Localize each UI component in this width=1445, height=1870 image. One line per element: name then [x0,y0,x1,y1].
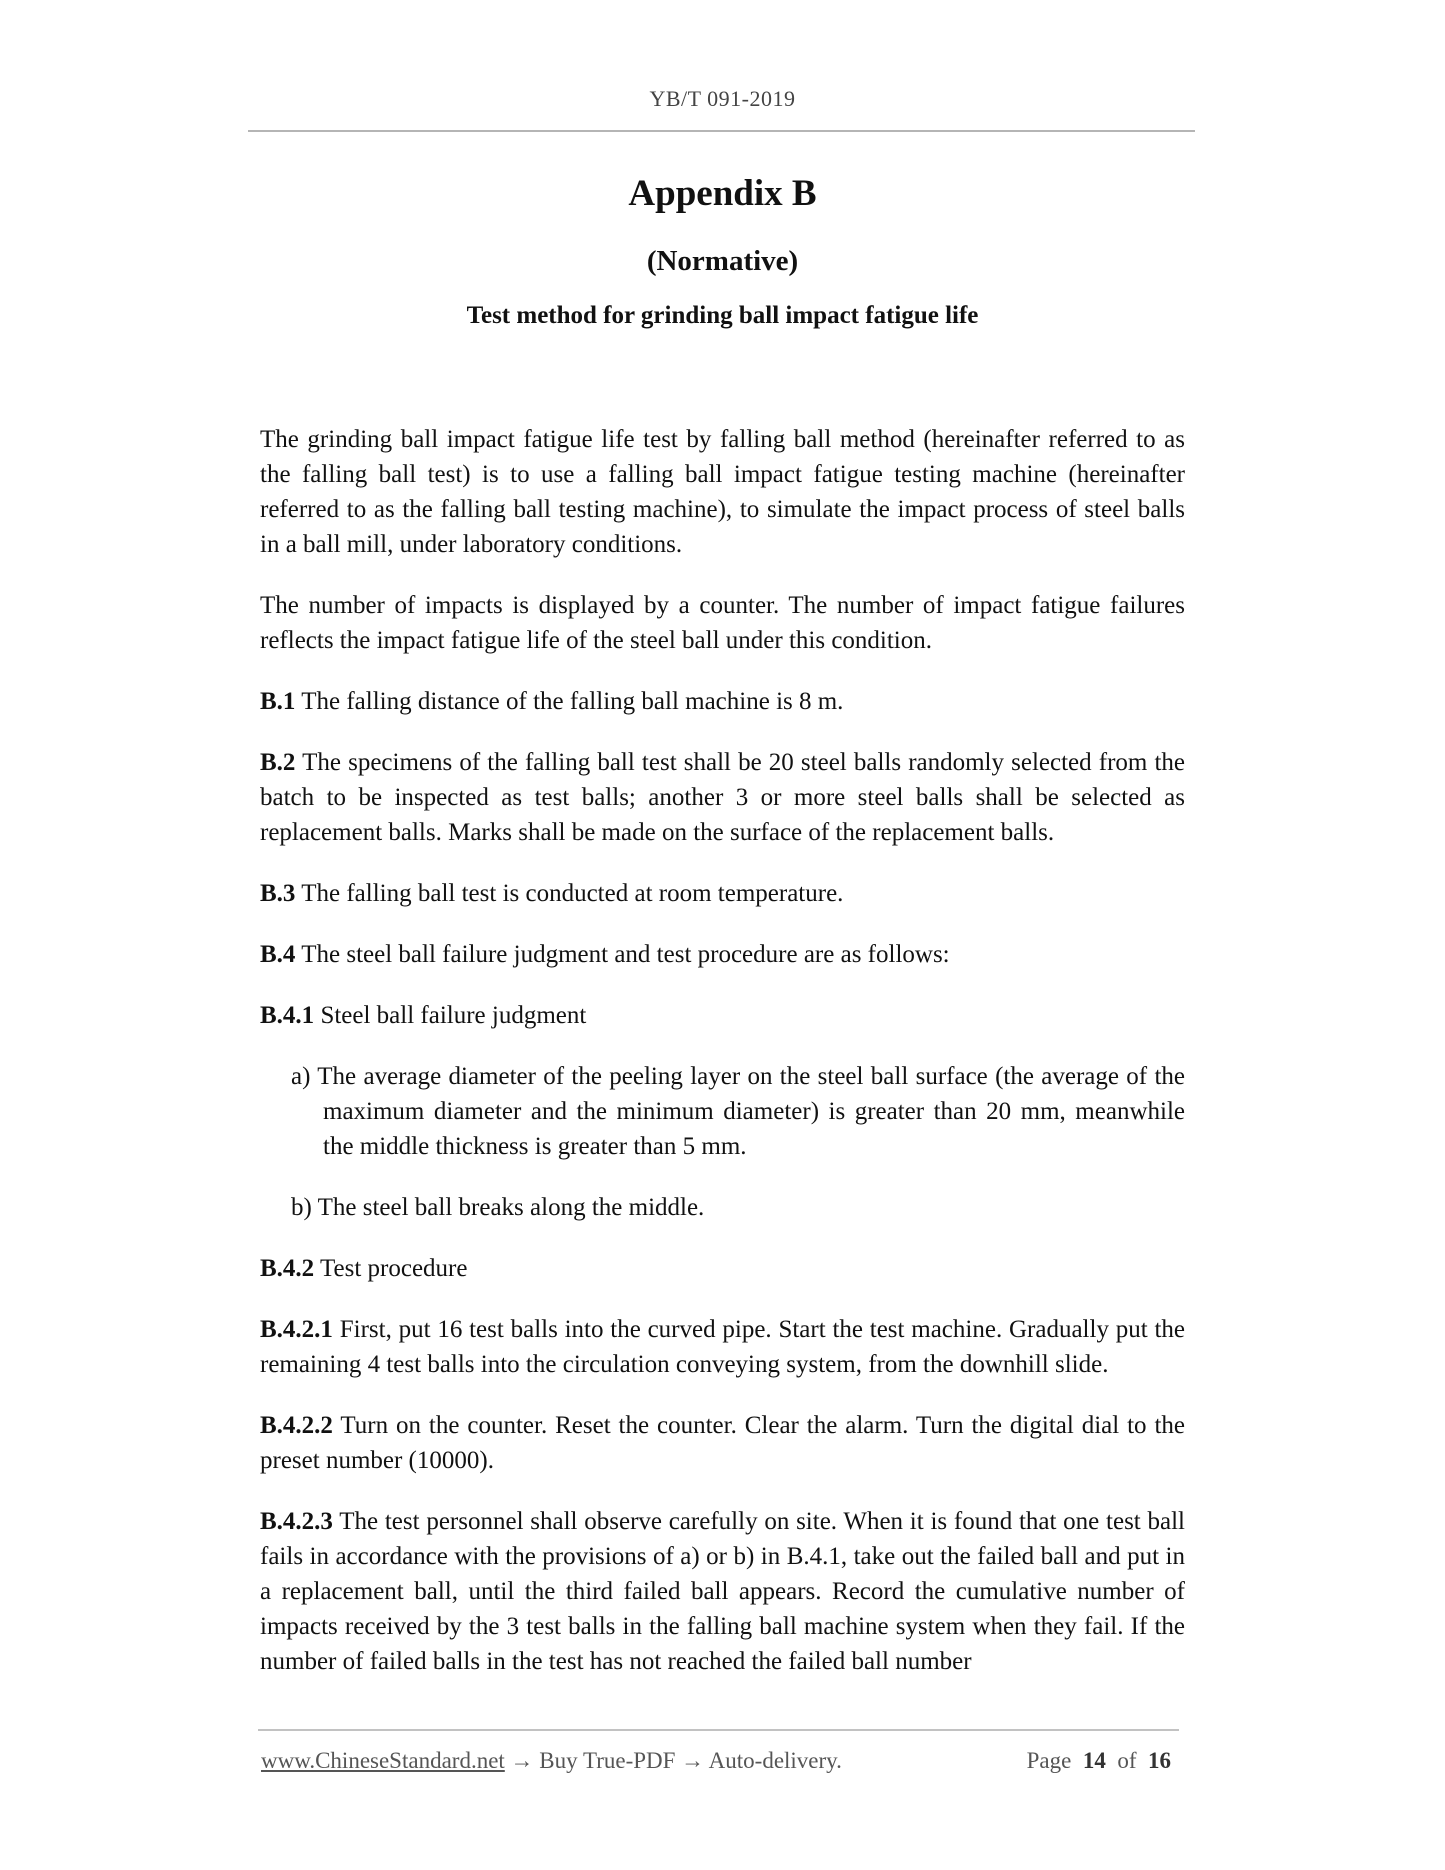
page-footer [261,1748,1181,1778]
clause-text: Test procedure [314,1255,468,1282]
site-link[interactable]: www.ChineseStandard.net [261,1748,505,1773]
page-total: 16 [1148,1748,1171,1773]
clause-label: B.4.2.2 [260,1412,333,1439]
promo-text: → Buy True-PDF → Auto-delivery. [504,1748,842,1773]
footer-promo [261,1748,842,1774]
clause-label: B.4.2 [260,1255,315,1282]
clause-text: The falling distance of the falling ball machine is 8 m. [295,688,844,715]
clause-b4-1 [260,998,1185,1033]
page-number: 14 [1082,1748,1106,1773]
document-code: YB/T 091-2019 [649,86,796,111]
clause-text: The steel ball failure judgment and test procedure are as follows: [295,941,950,968]
clause-label: B.4 [260,941,296,968]
intro-paragraph-1: The grinding ball impact fatigue life test by falling ball method (hereinafter referred to as the falling ball test) is to use a falling ball impact fatigue testing machine (hereinafter referred to as the falling ball testing machine), to simulate the impact process of steel balls in a ball mill, under laboratory conditions. [260,426,1185,558]
document-body [260,422,1185,1705]
clause-b4 [260,937,1185,972]
clause-text: First, put 16 test balls into the curved pipe. Start the test machine. Gradually put the remaining 4 test balls into the circulation conveying system, from the downhill slide. [260,1316,1185,1378]
footer-divider [258,1729,1179,1731]
clause-label: B.4.1 [260,1002,315,1029]
clause-label: B.2 [260,749,296,776]
page-word: Page [1026,1748,1072,1773]
clause-text: The falling ball test is conducted at room temperature. [295,880,844,907]
clause-b2 [260,745,1185,850]
appendix-title: Appendix B [628,173,817,214]
list-item-a: a) The average diameter of the peeling layer on the steel ball surface (the average of the maximum diameter and the minimum diameter) is greater than 20 mm, meanwhile the middle thickness is greater than 5 mm. [291,1063,1185,1160]
header-divider [248,130,1195,132]
clause-text: The test personnel shall observe carefully on site. When it is found that one test ball fails in accordance with the provisions of a) or b) in B.4.1, take out the failed ball and put in a replacement ball, until the third failed ball appears. Record the cumulative number of impacts received by the 3 test balls in the falling ball machine system when they fail. If the number of failed balls in the test has not reached the failed ball number [260,1508,1185,1675]
clause-text: Steel ball failure judgment [314,1002,587,1029]
clause-b4-2-3 [260,1504,1185,1679]
clause-text: Turn on the counter. Reset the counter. Clear the alarm. Turn the digital dial to the preset number (10000). [260,1412,1185,1474]
clause-label: B.4.2.3 [260,1508,333,1535]
clause-b4-2-1 [260,1312,1185,1382]
clause-label: B.1 [260,688,296,715]
clause-b1 [260,684,1185,719]
clause-b4-2 [260,1251,1185,1286]
clause-b4-2-2 [260,1408,1185,1478]
of-word: of [1117,1748,1137,1773]
clause-label: B.4.2.1 [260,1316,333,1343]
clause-text: The specimens of the falling ball test shall be 20 steel balls randomly selected from the batch to be inspected as test balls; another 3 or more steel balls shall be selected as replacement balls. Marks shall be made on the surface of the replacement balls. [260,749,1185,846]
intro-paragraph-2: The number of impacts is displayed by a counter. The number of impact fatigue failures reflects the impact fatigue life of the steel ball under this condition. [260,592,1185,654]
clause-label: B.3 [260,880,296,907]
clause-b3 [260,876,1185,911]
page-indicator [1027,1748,1171,1774]
appendix-subtitle: (Normative) [646,245,799,277]
list-item-b: b) The steel ball breaks along the middle. [291,1194,705,1221]
appendix-topic: Test method for grinding ball impact fatigue life [466,302,979,329]
